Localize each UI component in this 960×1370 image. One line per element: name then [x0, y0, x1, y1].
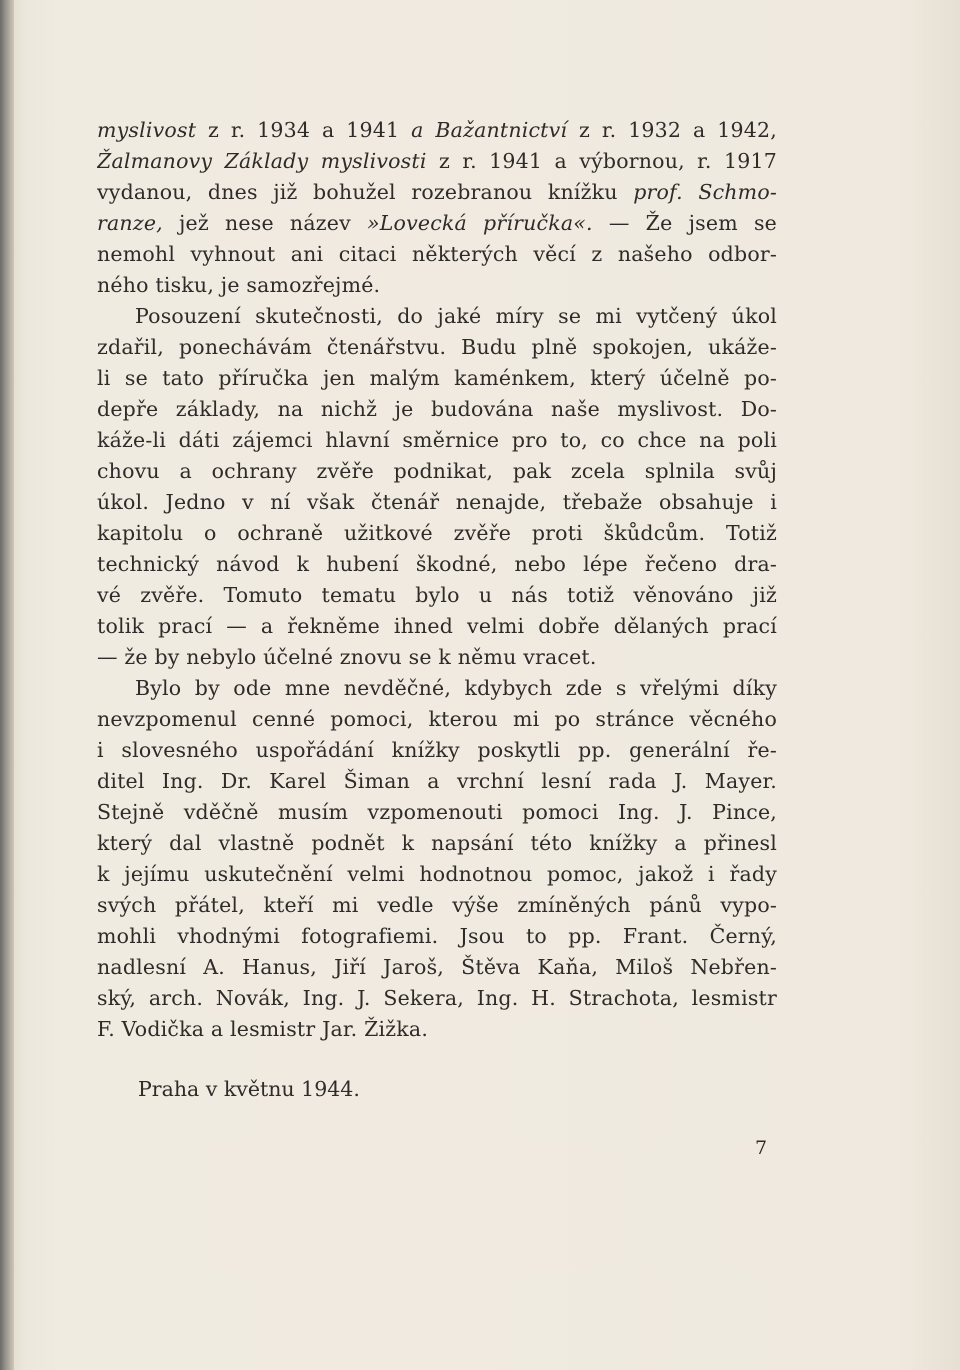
- text-line: [97, 890, 777, 921]
- text-segment: ský, arch. Novák, Ing. J. Sekera, Ing. H. Strachota, lesmistr: [97, 986, 777, 1010]
- body-text: [97, 115, 777, 1045]
- text-line: [97, 828, 777, 859]
- text-segment: z r. 1941 a výbornou, r. 1917: [426, 149, 777, 173]
- text-segment: nevzpomenul cenné pomoci, kterou mi po stránce věcného: [97, 707, 777, 731]
- italic-text-segment: prof. Schmo-: [633, 180, 777, 204]
- text-line: [97, 270, 777, 301]
- text-segment: který dal vlastně podnět k napsání této knížky a přinesl: [97, 831, 777, 855]
- page-number: 7: [755, 1137, 768, 1159]
- text-line: [97, 239, 777, 270]
- text-line: [97, 518, 777, 549]
- text-line: [97, 487, 777, 518]
- book-binding-edge: [0, 0, 14, 1370]
- text-line: [97, 983, 777, 1014]
- text-line: [97, 642, 777, 673]
- italic-text-segment: a Bažantnictví: [411, 118, 568, 142]
- italic-text-segment: myslivost: [97, 118, 197, 142]
- text-line: [97, 301, 777, 332]
- text-segment: úkol. Jedno v ní však čtenář nenajde, třebaže obsahuje i: [97, 490, 777, 514]
- text-line: [97, 456, 777, 487]
- text-line: [97, 146, 777, 177]
- text-segment: Stejně vděčně musím vzpomenouti pomoci Ing. J. Pince,: [97, 800, 777, 824]
- text-line: [97, 177, 777, 208]
- text-segment: vé zvěře. Tomuto tematu bylo u nás totiž věnováno již: [97, 583, 777, 607]
- text-segment: k jejímu uskutečnění velmi hodnotnou pomoc, jakož i řady: [97, 862, 777, 886]
- text-segment: technický návod k hubení škodné, nebo lépe řečeno dra-: [97, 552, 777, 576]
- italic-text-segment: Žalmanovy Základy myslivosti: [97, 149, 427, 173]
- text-segment: káže-li dáti zájemci hlavní směrnice pro to, co chce na poli: [97, 428, 777, 452]
- italic-text-segment: »Lovecká příručka«.: [367, 211, 593, 235]
- text-line: [97, 921, 777, 952]
- text-segment: vydanou, dnes již bohužel rozebranou knížku: [97, 180, 634, 204]
- text-segment: li se tato příručka jen malým kaménkem, který účelně po-: [97, 366, 777, 390]
- text-segment: Posouzení skutečnosti, do jaké míry se mi vytčený úkol: [135, 304, 777, 328]
- place-date-line: Praha v květnu 1944.: [138, 1077, 360, 1101]
- text-segment: z r. 1932 a 1942,: [567, 118, 777, 142]
- text-line: [97, 735, 777, 766]
- text-segment: svých přátel, kteří mi vedle výše zmíněných pánů vypo-: [97, 893, 777, 917]
- text-segment: zdařil, ponechávám čtenářstvu. Budu plně spokojen, ukáže-: [97, 335, 777, 359]
- text-segment: jež nese název: [162, 211, 367, 235]
- text-segment: i slovesného uspořádání knížky poskytli pp. generální ře-: [97, 738, 777, 762]
- text-line: [97, 797, 777, 828]
- text-segment: depře základy, na nichž je budována naše myslivost. Do-: [97, 397, 777, 421]
- text-segment: nemohl vyhnout ani citaci některých věcí z našeho odbor-: [97, 242, 777, 266]
- text-line: [97, 208, 777, 239]
- text-line: [97, 115, 777, 146]
- text-line: [97, 580, 777, 611]
- text-segment: nadlesní A. Hanus, Jiří Jaroš, Štěva Kaňa, Miloš Nebřen-: [97, 955, 777, 979]
- text-segment: z r. 1934 a 1941: [196, 118, 412, 142]
- text-line: [97, 766, 777, 797]
- text-segment: ditel Ing. Dr. Karel Šiman a vrchní lesní rada J. Mayer.: [97, 769, 777, 793]
- text-line: [97, 549, 777, 580]
- text-segment: F. Vodička a lesmistr Jar. Žižka.: [97, 1017, 429, 1041]
- text-line: [97, 673, 777, 704]
- text-line: [97, 859, 777, 890]
- text-line: [97, 394, 777, 425]
- text-segment: — že by nebylo účelné znovu se k němu vracet.: [97, 645, 597, 669]
- text-segment: — Že jsem se: [592, 211, 777, 235]
- text-segment: Bylo by ode mne nevděčné, kdybych zde s vřelými díky: [135, 676, 777, 700]
- text-line: [97, 704, 777, 735]
- text-line: [97, 332, 777, 363]
- text-segment: mohli vhodnými fotografiemi. Jsou to pp. Frant. Černý,: [97, 924, 777, 948]
- text-line: [97, 611, 777, 642]
- text-segment: kapitolu o ochraně užitkové zvěře proti škůdcům. Totiž: [97, 521, 777, 545]
- text-line: [97, 363, 777, 394]
- italic-text-segment: ranze,: [97, 211, 163, 235]
- text-segment: tolik prací — a řekněme ihned velmi dobře dělaných prací: [97, 614, 777, 638]
- text-line: [97, 425, 777, 456]
- text-line: [97, 952, 777, 983]
- text-line: [97, 1014, 777, 1045]
- text-segment: ného tisku, je samozřejmé.: [97, 273, 381, 297]
- text-segment: chovu a ochrany zvěře podnikat, pak zcela splnila svůj: [97, 459, 777, 483]
